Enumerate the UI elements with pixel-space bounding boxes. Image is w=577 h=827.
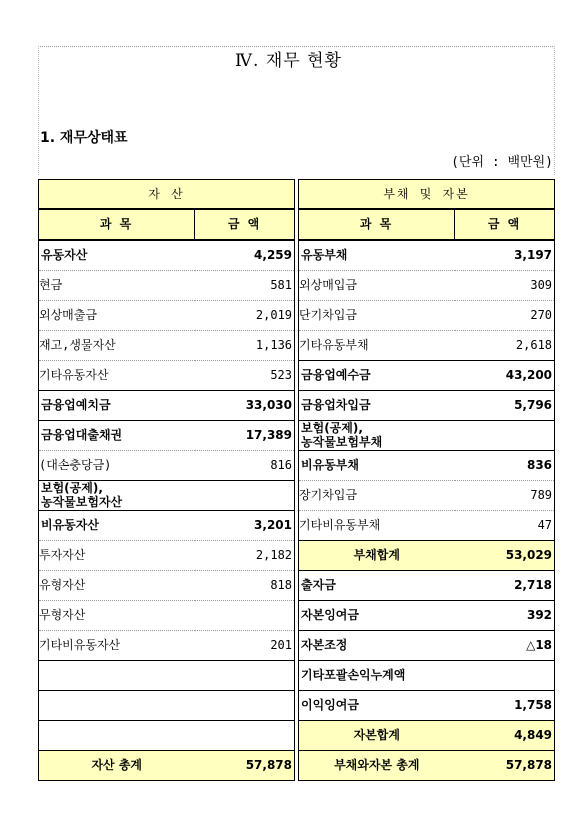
- liabilities-total-amount: 57,878: [455, 750, 555, 780]
- assets-sub-item: 외상매출금: [39, 308, 97, 322]
- assets-amount-header: 금 액: [195, 209, 295, 240]
- table-row: [39, 300, 555, 330]
- table-row: [39, 570, 555, 600]
- liabilities-row-name: [299, 300, 455, 330]
- table-row: [39, 480, 555, 510]
- assets-row-amount: [195, 690, 295, 720]
- liabilities-sub-item: 기타비유동부채: [299, 518, 381, 532]
- table-row: [39, 360, 555, 390]
- assets-row-amount: [195, 600, 295, 630]
- liabilities-row-name: 출자금: [299, 570, 455, 600]
- assets-row-amount: [195, 480, 295, 510]
- assets-sub-item: 기타유동자산: [39, 368, 109, 382]
- liabilities-row-name: 부채합계: [299, 540, 455, 570]
- liabilities-row-amount: 836: [455, 450, 555, 480]
- assets-row-amount: 2,019: [195, 300, 295, 330]
- assets-sub-item: 유형자산: [39, 578, 86, 592]
- assets-row-name: 금융업대출채권: [39, 420, 195, 450]
- liabilities-row-name: 유동부채: [299, 240, 455, 271]
- assets-row-name: [39, 540, 195, 570]
- table-row: [39, 630, 555, 660]
- assets-row-name: [39, 270, 195, 300]
- assets-item-header: 과 목: [39, 209, 195, 240]
- liabilities-item-header: 과 목: [299, 209, 455, 240]
- assets-row-name: [39, 630, 195, 660]
- assets-row-name: [39, 450, 195, 480]
- liabilities-row-amount: [455, 420, 555, 450]
- unit-label: (단위 : 백만원): [451, 155, 553, 170]
- assets-row-amount: [195, 720, 295, 750]
- table-row: [39, 540, 555, 570]
- assets-row-name: 비유동자산: [39, 510, 195, 540]
- liabilities-row-amount: [455, 660, 555, 690]
- assets-row-amount: 33,030: [195, 390, 295, 420]
- liabilities-row-name: [299, 480, 455, 510]
- liabilities-sub-item: 단기차입금: [299, 308, 357, 322]
- liabilities-row-name: [299, 270, 455, 300]
- assets-row-name: [39, 690, 195, 720]
- assets-sub-item: 재고,생물자산: [39, 338, 116, 352]
- liabilities-row-name: 자본조정: [299, 630, 455, 660]
- liabilities-sub-item: 장기차입금: [299, 488, 357, 502]
- liabilities-row-amount: 1,758: [455, 690, 555, 720]
- liabilities-row-name: 기타포괄손익누계액: [299, 660, 455, 690]
- assets-row-name: 유동자산: [39, 240, 195, 271]
- assets-total-label: 자산 총계: [39, 750, 195, 780]
- liabilities-row-amount: 4,849: [455, 720, 555, 750]
- liabilities-total-label: 부채와자본 총계: [299, 750, 455, 780]
- liabilities-row-name: 보험(공제), 농작물보험부채: [299, 420, 455, 450]
- liabilities-row-amount: 2,718: [455, 570, 555, 600]
- liabilities-row-amount: 392: [455, 600, 555, 630]
- assets-row-name: [39, 330, 195, 360]
- liabilities-row-amount: △18: [455, 630, 555, 660]
- table-row: [39, 240, 555, 271]
- liabilities-row-amount: 270: [455, 300, 555, 330]
- table-row: [39, 420, 555, 450]
- assets-sub-item: (대손충당금): [39, 458, 112, 472]
- section-title: 1. 재무상태표: [40, 130, 128, 146]
- liabilities-header: 부채 및 자본: [299, 180, 555, 209]
- table-row: [39, 330, 555, 360]
- assets-row-amount: 818: [195, 570, 295, 600]
- liabilities-amount-header: 금 액: [455, 209, 555, 240]
- assets-row-name: 금융업예치금: [39, 390, 195, 420]
- assets-header: 자 산: [39, 180, 295, 209]
- assets-row-amount: 201: [195, 630, 295, 660]
- table-row: [39, 450, 555, 480]
- liabilities-row-amount: 5,796: [455, 390, 555, 420]
- liabilities-row-amount: 47: [455, 510, 555, 540]
- liabilities-row-name: 자본합계: [299, 720, 455, 750]
- assets-row-amount: 816: [195, 450, 295, 480]
- liabilities-row-amount: 43,200: [455, 360, 555, 390]
- liabilities-row-name: [299, 510, 455, 540]
- liabilities-row-amount: 309: [455, 270, 555, 300]
- assets-row-name: [39, 570, 195, 600]
- table-row: [39, 510, 555, 540]
- liabilities-row-name: 자본잉여금: [299, 600, 455, 630]
- assets-row-amount: 1,136: [195, 330, 295, 360]
- assets-sub-item: 투자자산: [39, 548, 86, 562]
- assets-row-name: [39, 660, 195, 690]
- assets-row-amount: 17,389: [195, 420, 295, 450]
- assets-row-amount: [195, 660, 295, 690]
- liabilities-row-name: 이익잉여금: [299, 690, 455, 720]
- table-row: [39, 270, 555, 300]
- liabilities-row-amount: 2,618: [455, 330, 555, 360]
- assets-row-name: [39, 360, 195, 390]
- assets-row-amount: 4,259: [195, 240, 295, 271]
- page-title: Ⅳ. 재무 현황: [235, 51, 342, 71]
- assets-row-amount: 581: [195, 270, 295, 300]
- assets-row-name: [39, 600, 195, 630]
- assets-sub-item: 기타비유동자산: [39, 638, 121, 652]
- liabilities-row-name: 금융업예수금: [299, 360, 455, 390]
- assets-sub-item: 무형자산: [39, 608, 86, 622]
- assets-row-name: [39, 300, 195, 330]
- liabilities-row-amount: 789: [455, 480, 555, 510]
- liabilities-row-amount: 53,029: [455, 540, 555, 570]
- liabilities-row-name: [299, 330, 455, 360]
- liabilities-row-name: 비유동부채: [299, 450, 455, 480]
- table-row: [39, 690, 555, 720]
- assets-sub-item: 현금: [39, 278, 63, 292]
- assets-row-amount: 523: [195, 360, 295, 390]
- assets-row-name: [39, 720, 195, 750]
- assets-row-amount: 2,182: [195, 540, 295, 570]
- table-row: [39, 660, 555, 690]
- liabilities-row-amount: 3,197: [455, 240, 555, 271]
- liabilities-sub-item: 기타유동부채: [299, 338, 369, 352]
- liabilities-row-name: 금융업차입금: [299, 390, 455, 420]
- assets-row-name: 보험(공제), 농작물보험자산: [39, 480, 195, 510]
- table-row: [39, 390, 555, 420]
- table-row: [39, 720, 555, 750]
- assets-total-amount: 57,878: [195, 750, 295, 780]
- assets-row-amount: 3,201: [195, 510, 295, 540]
- balance-sheet-table: [38, 179, 555, 781]
- table-row: [39, 600, 555, 630]
- liabilities-sub-item: 외상매입금: [299, 278, 357, 292]
